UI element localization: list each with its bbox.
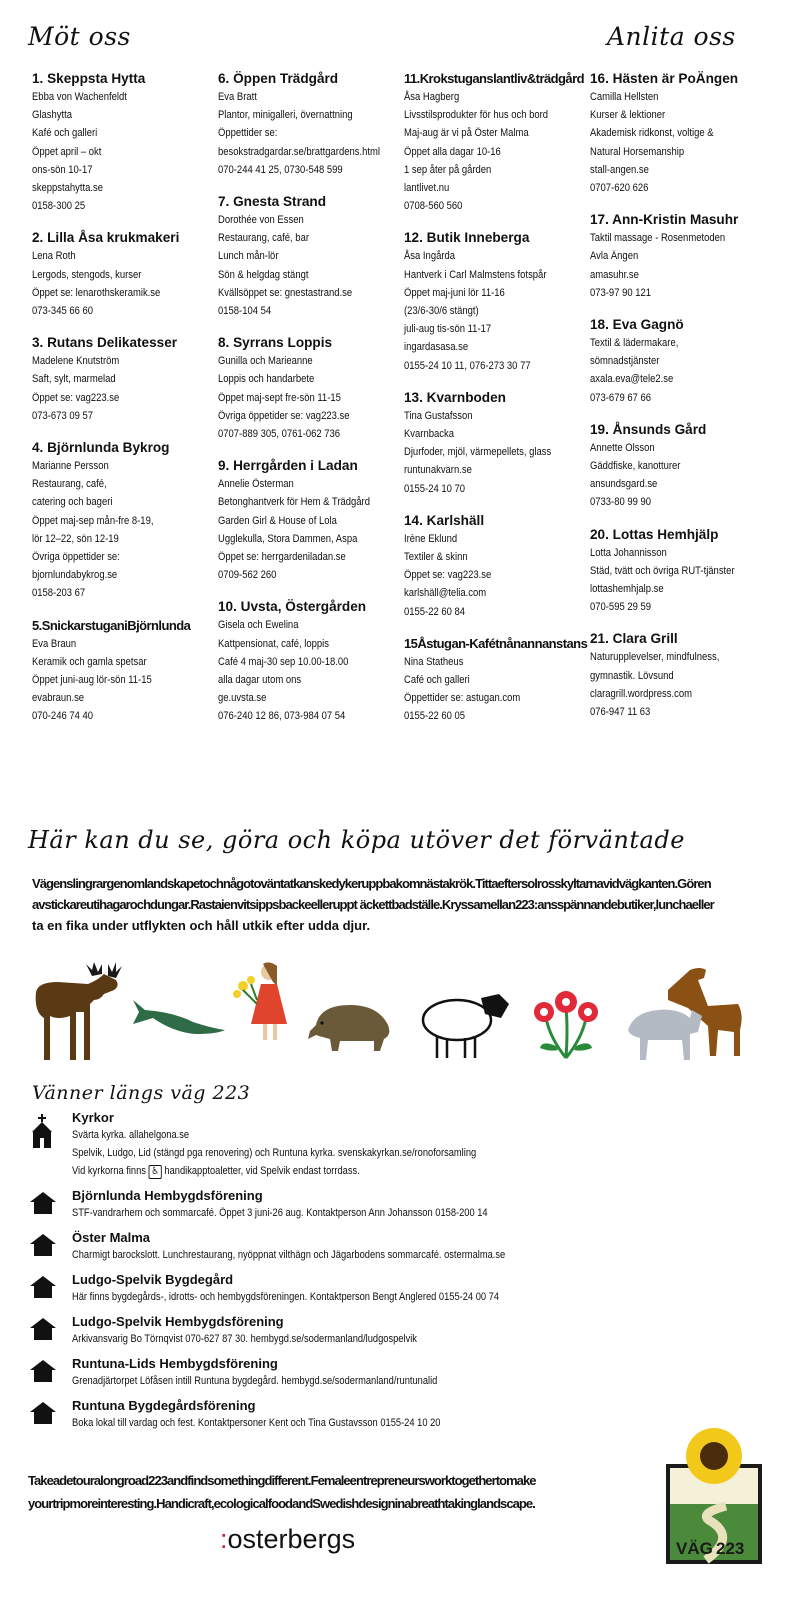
entry-line: juli-aug tis-sön 11-17 [404,323,492,336]
house-icon [30,1276,56,1303]
directory-entry [32,617,222,726]
entry-line: Sön & helgdag stängt [218,268,309,281]
entry-line: 0733-80 99 90 [590,496,652,509]
entry-line: Café 4 maj-30 sep 10.00-18.00 [218,655,349,668]
entry-line: Öppet juni-aug lör-sön 11-15 [32,674,152,687]
entry-line: Gunilla och Marieanne [218,355,313,368]
intro-line: Vägenslingrargenomlandskapetochnågotoväntatkanskedykeruppbakomnästakrök.Tittaeftersolrosskyltarnavidvägkanten.Gören [32,876,711,891]
boar-icon [308,1005,389,1051]
pike-icon [133,1000,225,1034]
entry-title: 10. Uvsta, Östergården [218,599,367,615]
entry-title: 18. Eva Gagnö [590,317,684,333]
entry-line: Öppet se: vag223.se [32,391,120,404]
house-icon [30,1234,56,1261]
friend-title: Runtuna-Lids Hembygdsförening [72,1356,278,1371]
entry-line: 0708-560 560 [404,200,463,213]
entry-line: lottashemhjalp.se [590,583,664,596]
entry-line: catering och bageri [32,496,113,509]
entry-line: Restaurang, café, [32,478,107,491]
entry-line: 0155-24 10 11, 076-273 30 77 [404,359,531,372]
entry-title: 4. Björnlunda Bykrog [32,440,170,456]
entry-line: Plantor, minigalleri, övernattning [218,109,353,122]
directory-entry [590,70,780,197]
directory-entry [404,229,594,374]
directory-entry [32,439,222,603]
friend-item [30,1110,590,1180]
entry-title: 12. Butik Inneberga [404,230,530,246]
entry-line: 0707-620 626 [590,182,649,195]
entry-line: 073-345 66 60 [32,305,94,318]
entry-line: ge.uvsta.se [218,692,267,705]
entry-line: 073-97 90 121 [590,286,652,299]
directory-entry [590,630,780,721]
entry-line: Livsstilsprodukter för hus och bord [404,109,549,122]
directory-entry [218,334,408,443]
friend-item [30,1188,590,1222]
english-summary [28,1469,668,1515]
entry-line: Natural Horsemanship [590,145,685,158]
friend-line: Spelvik, Ludgo, Lid (stängd pga renovering) och Runtuna kyrka. svenskakyrkan.se/ronoforsamling [72,1147,477,1159]
entry-line: ingardasasa.se [404,341,469,354]
entry-line: Maj-aug är vi på Öster Malma [404,127,529,140]
entry-line: 0158-104 54 [218,305,272,318]
accessibility-text: handikapptoaletter, vid Spelvik endast torrdass. [164,1165,360,1177]
entry-line: Öppet maj-juni lör 11-16 [404,286,505,299]
entry-line: axala.eva@tele2.se [590,373,674,386]
entry-title: 8. Syrrans Loppis [218,335,333,351]
entry-line: 0158-203 67 [32,587,86,600]
entry-line: Madelene Knutström [32,355,120,368]
directory-entry [590,316,780,407]
directory-entry [218,193,408,320]
intro-text [32,873,772,936]
entry-line: Dorothée von Essen [218,214,304,227]
entry-line: runtunakvarn.se [404,464,472,477]
flowers-icon [534,991,598,1058]
heading-vanner: Vänner längs väg 223 [32,1082,251,1104]
entry-line: Lena Roth [32,250,76,263]
entry-line: Tina Gustafsson [404,409,473,422]
entry-title: 17. Ann-Kristin Masuhr [590,212,739,228]
entry-line: Kafé och galleri [32,127,98,140]
house-icon [30,1192,56,1219]
sign-text-vag: VÄG [676,1539,713,1558]
entry-line: Nina Statheus [404,655,464,668]
entry-line: 0707-889 305, 0761-062 736 [218,428,341,441]
entry-line: (23/6-30/6 stängt) [404,305,479,318]
entry-line: Kvällsöppet se: gnestastrand.se [218,286,353,299]
directory-entry [404,389,594,498]
entry-line: Öppet alla dagar 10-16 [404,145,501,158]
entry-line: Kurser & lektioner [590,109,666,122]
entry-line: Åsa Ingårda [404,250,456,263]
entry-line: Keramik och gamla spetsar [32,655,147,668]
entry-title: 15Åstugan-Kafétnånannanstans [404,635,588,651]
directory-column-3 [404,70,594,740]
english-line: yourtripmoreinteresting.Handicraft,ecologicalfoodandSwedishdesigninabreathtakinglandscape. [28,1496,535,1511]
house-icon [30,1318,56,1345]
girl-with-flowers-icon [233,962,287,1040]
wheelchair-icon: ♿ [149,1165,162,1179]
entry-line: Betonghantverk för Hem & Trädgård [218,496,370,509]
entry-line: Eva Braun [32,637,77,650]
heading-har-kan-du: Här kan du se, göra och köpa utöver det förväntade [28,826,685,854]
entry-title: 21. Clara Grill [590,631,678,647]
heading-mot-oss: Möt oss [28,22,131,51]
entry-line: Gisela och Ewelina [218,619,299,632]
entry-line: Kvarnbacka [404,428,454,441]
entry-line: 073-679 67 66 [590,391,652,404]
entry-line: Gäddfiske, kanotturer [590,460,681,473]
friend-line: Arkivansvarig Bo Törnqvist 070-627 87 30. hembygd.se/sodermanland/ludgospelvik [72,1333,417,1345]
entry-line: Ebba von Wachenfeldt [32,91,127,103]
entry-line: Djurfoder, mjöl, värmepellets, glass [404,446,552,459]
entry-line: 070-246 74 40 [32,710,94,723]
entry-line: ons-sön 10-17 [32,163,93,176]
friend-title: Ludgo-Spelvik Hembygdsförening [72,1314,284,1329]
entry-line: ansundsgard.se [590,478,658,491]
entry-line: skeppstahytta.se [32,182,104,195]
moose-icon [36,962,122,1060]
entry-line: Annelie Österman [218,478,294,491]
friend-line: Svärta kyrka. allahelgona.se [72,1129,190,1141]
entry-title: 1. Skeppsta Hytta [32,71,146,86]
entry-line: Irène Eklund [404,532,458,545]
entry-line: Restaurang, café, bar [218,232,309,245]
entry-line: 070-244 41 25, 0730-548 599 [218,163,343,176]
entry-line: Hantverk i Carl Malmstens fotspår [404,268,547,281]
friend-line: Charmigt barockslott. Lunchrestaurang, nyöppnat vilthägn och Jägarbodens sommarcafé. ostermalma.se [72,1249,506,1261]
vag-223-sign-logo [666,1418,762,1568]
entry-line: 073-673 09 57 [32,409,94,422]
entry-line: evabraun.se [32,692,85,705]
directory-entry [218,70,408,179]
directory-entry [32,334,222,425]
entry-line: Textil & lädermakare, [590,337,679,350]
directory-entry [218,598,408,725]
friend-title: Runtuna Bygdegårdsförening [72,1398,256,1413]
entry-line: Saft, sylt, marmelad [32,373,116,386]
friends-list [30,1110,590,1440]
entry-line: Café och galleri [404,674,470,687]
entry-line: 076-240 12 86, 073-984 07 54 [218,710,346,723]
horses-icon [628,968,742,1060]
entry-title: 7. Gnesta Strand [218,194,327,210]
sheep-icon [423,994,509,1058]
friend-title: Ludgo-Spelvik Bygdegård [72,1272,234,1287]
entry-line: 076-947 11 63 [590,706,651,719]
entry-line: 0155-22 60 84 [404,605,466,618]
entry-title: 19. Ånsunds Gård [590,421,707,437]
entry-line: Taktil massage - Rosenmetoden [590,232,726,245]
entry-title: 11.Krokstuganslantliv&trädgård [404,71,584,86]
directory-entry [404,635,594,726]
friend-line: Grenadjärtorpet Löfåsen intill Runtuna bygdegård. hembygd.se/sodermanland/runtunalid [72,1375,438,1387]
animal-illustrations [28,960,773,1065]
entry-line: lör 12–22, sön 12-19 [32,532,119,545]
entry-line: Öppet maj-sept fre-sön 11-15 [218,391,341,404]
friend-line: Här finns bygdegårds-, idrotts- och hembygdsföreningen. Kontaktperson Bengt Anglered 0155-24 00 74 [72,1291,500,1303]
entry-line: Loppis och handarbete [218,373,315,386]
entry-line: 0155-24 10 70 [404,482,466,495]
entry-title: 14. Karlshäll [404,512,485,528]
entry-line: bjornlundabykrog.se [32,569,118,582]
entry-line: lantlivet.nu [404,182,450,195]
entry-line: Naturupplevelser, mindfulness, [590,651,720,664]
entry-line: Övriga öppetider se: vag223.se [218,409,350,422]
intro-line: ta en fika under utflykten och håll utkik efter udda djur. [32,918,371,933]
directory-entry [404,70,594,215]
entry-line: Övriga öppettider se: [32,551,120,564]
entry-line: 0709-562 260 [218,569,277,582]
friend-title: Björnlunda Hembygdsförening [72,1188,263,1203]
directory-entry [590,421,780,512]
entry-line: claragrill.wordpress.com [590,687,692,700]
directory-entry [32,70,222,215]
church-icon [30,1114,54,1153]
entry-line: 070-595 29 59 [590,601,652,614]
entry-line: Ugglekulla, Stora Dammen, Aspa [218,532,358,545]
entry-line: Öppet maj-sep mån-fre 8-19, [32,514,154,527]
entry-line: 0155-22 60 05 [404,710,466,723]
directory-entry [32,229,222,320]
entry-line: Kattpensionat, café, loppis [218,637,329,650]
logo-dot: : [220,1524,228,1554]
entry-line: Akademisk ridkonst, voltige & [590,127,714,140]
directory-entry [590,211,780,302]
friend-item [30,1230,590,1264]
entry-line: Annette Olsson [590,441,655,454]
entry-line: Öppet se: lenarothskeramik.se [32,286,161,299]
entry-line: alla dagar utom ons [218,674,302,687]
entry-line: Öppettider se: astugan.com [404,692,521,705]
entry-line: Öppettider se: [218,127,278,140]
directory-column-1 [32,70,222,740]
entry-line: Lotta Johannisson [590,546,667,559]
house-icon [30,1402,56,1429]
entry-title: 2. Lilla Åsa krukmakeri [32,230,180,246]
entry-title: 5.SnickarstuganiBjörnlunda [32,617,191,633]
directory-entry [404,512,594,621]
logo-wordmark: osterbergs [227,1524,356,1554]
entry-title: 6. Öppen Trädgård [218,71,339,86]
entry-line: Camilla Hellsten [590,91,659,103]
osterbergs-logo [220,1524,355,1555]
house-icon [30,1360,56,1387]
friend-line: Boka lokal till vardag och fest. Kontaktpersoner Kent och Tina Gustavsson 0155-24 10 20 [72,1417,441,1429]
directory-column-4 [590,70,780,735]
friend-item [30,1398,590,1432]
entry-line: amasuhr.se [590,268,639,281]
entry-line: Åsa Hagberg [404,91,460,103]
entry-title: 13. Kvarnboden [404,389,506,405]
entry-line: karlshäll@telia.com [404,587,487,600]
english-line: Takeadetouralongroad223andfindsomethingdifferent.Femaleentrepreneursworktogethertomake [28,1473,536,1488]
friend-item [30,1314,590,1348]
entry-line: Lergods, stengods, kurser [32,268,142,281]
entry-line: Lunch mån-lör [218,250,279,263]
entry-title: 16. Hästen är PoÄngen [590,71,739,86]
entry-line: Textiler & skinn [404,551,468,564]
friend-line: STF-vandrarhem och sommarcafé. Öppet 3 juni-26 aug. Kontaktperson Ann Johansson 0158-200 14 [72,1207,488,1219]
entry-line: 0158-300 25 [32,200,86,213]
entry-line: Marianne Persson [32,460,109,473]
entry-line: sömnadstjänster [590,355,660,368]
entry-line: Eva Bratt [218,91,257,103]
accessibility-text: Vid kyrkorna finns [72,1165,146,1177]
entry-title: 9. Herrgården i Ladan [218,458,358,474]
directory-column-2 [218,70,408,740]
entry-line: Öppet april – okt [32,145,102,158]
friend-title: Öster Malma [72,1230,151,1245]
entry-line: gymnastik. Lövsund [590,669,674,682]
directory-entry [218,457,408,584]
entry-title: 3. Rutans Delikatesser [32,335,178,351]
entry-line: Städ, tvätt och övriga RUT-tjänster [590,564,735,577]
friend-item [30,1356,590,1390]
intro-line: avstickareutihagarochdungar.Rastaienvitsippsbackeelleruppt äckettbadställe.Kryssamellan223:ansspännandebutiker,lunchaeller [32,897,714,912]
entry-line: stall-angen.se [590,163,649,176]
directory-entry [590,526,780,617]
entry-line: Öppet se: herrgardeniladan.se [218,551,346,564]
entry-line: 1 sep åter på gården [404,163,492,176]
entry-line: Glashytta [32,109,72,122]
accessibility-line [72,1162,360,1180]
friend-title: Kyrkor [72,1110,114,1125]
sign-text-223: 223 [716,1539,745,1558]
entry-title: 20. Lottas Hemhjälp [590,526,719,542]
entry-line: Garden Girl & House of Lola [218,514,337,527]
entry-line: besokstradgardar.se/brattgardens.html [218,145,380,158]
heading-anlita-oss: Anlita oss [607,22,736,51]
entry-line: Öppet se: vag223.se [404,569,492,582]
friend-item [30,1272,590,1306]
entry-line: Avla Ängen [590,250,639,263]
